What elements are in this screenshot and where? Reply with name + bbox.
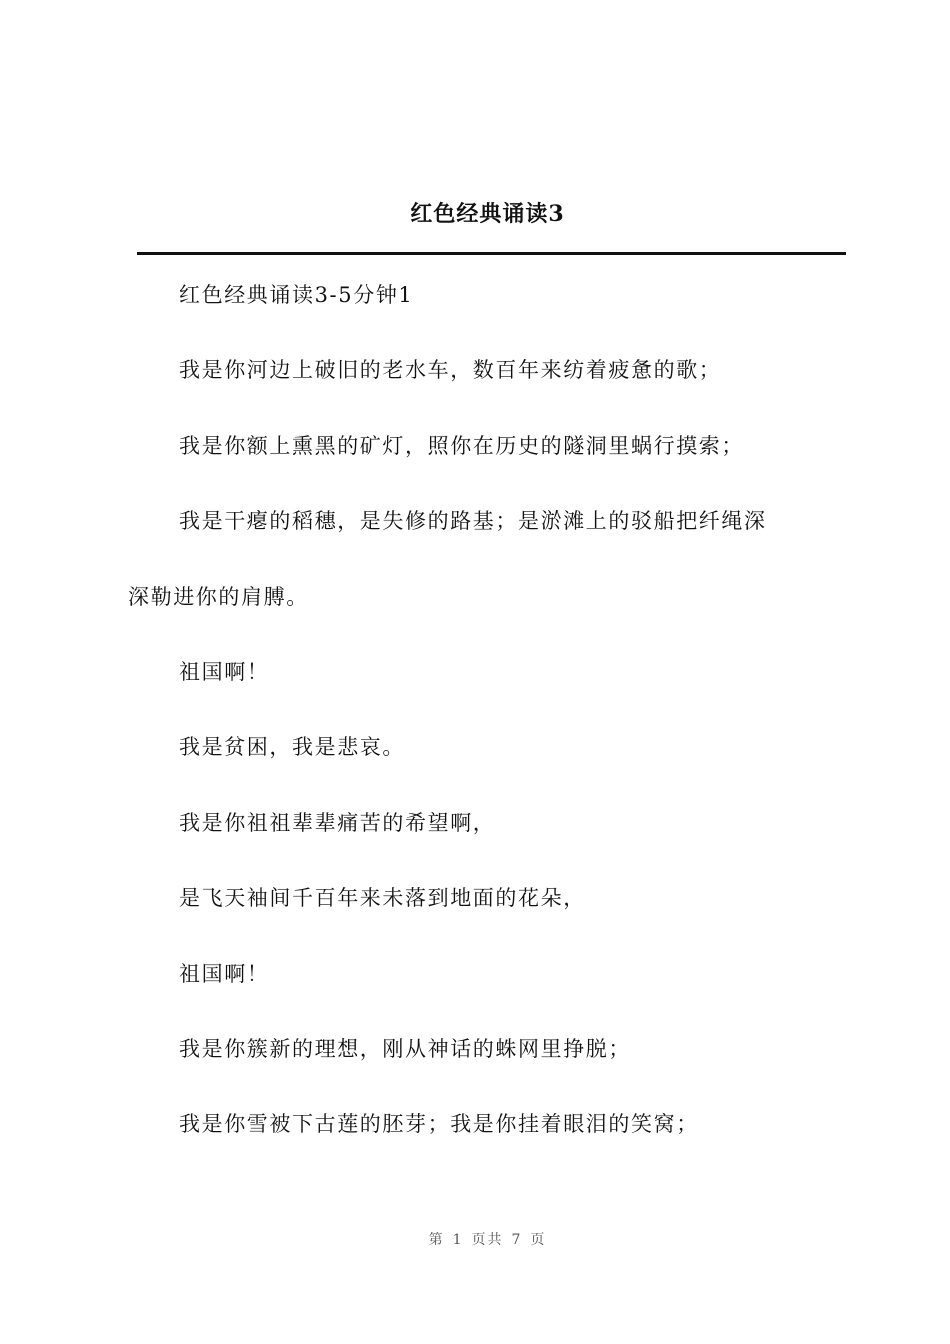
paragraph: 祖国啊！: [179, 659, 270, 684]
paragraph: 我是你簇新的理想，刚从神话的蛛网里挣脱；: [179, 1036, 631, 1061]
paragraph: 我是你雪被下古莲的胚芽；我是你挂着眼泪的笑窝；: [179, 1112, 699, 1137]
footer-suffix: 页: [530, 1232, 547, 1248]
paragraph: 我是干瘪的稻穗，是失修的路基；是淤滩上的驳船把纤绳深: [179, 509, 767, 534]
paragraph: 红色经典诵读3-5分钟1: [179, 283, 414, 307]
title-divider: [137, 252, 846, 255]
footer-total-pages: 7: [511, 1232, 523, 1248]
paragraph-continuation: 深勒进你的肩膊。: [128, 584, 309, 609]
page-footer: [0, 1228, 950, 1252]
footer-prefix: 第: [428, 1232, 445, 1248]
footer-current-page: 1: [452, 1232, 464, 1248]
page-title: 红色经典诵读3: [410, 201, 565, 227]
paragraph: 我是贫困，我是悲哀。: [179, 735, 405, 760]
paragraph: 我是你祖祖辈辈痛苦的希望啊，: [179, 810, 496, 835]
paragraph: 我是你额上熏黑的矿灯，照你在历史的隧洞里蜗行摸索；: [179, 433, 744, 458]
footer-middle: 页共: [471, 1232, 504, 1248]
paragraph: 我是你河边上破旧的老水车，数百年来纺着疲惫的歌；: [179, 358, 722, 383]
paragraph: 祖国啊！: [179, 961, 270, 986]
document-body: [128, 276, 848, 1181]
paragraph: 是飞天袖间千百年来未落到地面的花朵，: [179, 886, 586, 911]
